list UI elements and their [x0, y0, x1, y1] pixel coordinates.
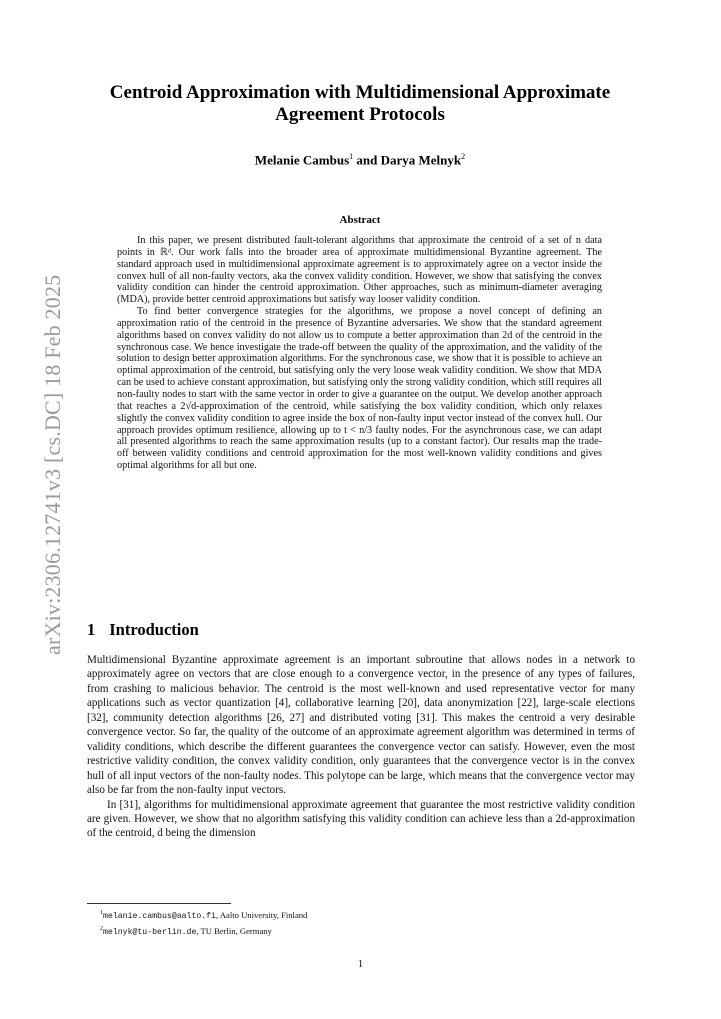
arxiv-identifier: arXiv:2306.12741v3 [cs.DC] 18 Feb 2025 [40, 274, 65, 655]
footnotes [100, 907, 620, 939]
abstract-heading: Abstract [339, 214, 381, 226]
footnote-affiliation: , Aalto University, Finland [216, 909, 308, 920]
footnote [100, 907, 620, 923]
affiliation-mark: 2 [461, 152, 466, 161]
section-body [87, 653, 635, 841]
footnote-email[interactable]: melnyk@tu-berlin.de [103, 927, 197, 937]
affiliation-mark: 1 [349, 152, 354, 161]
section-title: Introduction [109, 620, 199, 639]
abstract-body [117, 235, 602, 472]
author-line [100, 152, 620, 168]
author-name: Melanie Cambus [254, 152, 350, 168]
body-paragraph: In [31], algorithms for multidimensional approximate agreement that guarantee the most restrictive validity condition are given. However, we show that no algorithm satisfying this validity condition can achieve less than a 2d-approximation of the centroid, d being the dimension [87, 798, 635, 840]
abstract-paragraph: In this paper, we present distributed fault-tolerant algorithms that approximate the centroid of a set of n data points in ℝᵈ. Our work falls into the broader area of approximate multidimensional Byzantine agreement. The standard approach used in multidimensional approximate agreement is to approximately agree on a vector inside the convex hull of all non-faulty vectors, aka the convex validity condition. However, we show that satisfying the convex validity condition can hinder the centroid approximation. Other approaches, such as minimum-diameter averaging (MDA), provide better centroid approximations but satisfy way looser validity condition. [117, 235, 602, 306]
author-name: Darya Melnyk [380, 152, 462, 168]
page-number: 1 [357, 958, 364, 970]
footnote-rule [87, 903, 231, 904]
section-number: 1 [87, 620, 96, 639]
section-heading [87, 620, 199, 640]
author-conjunction: and [353, 152, 381, 168]
footnote-mark: 1 [100, 910, 103, 916]
abstract-paragraph: To find better convergence strategies for the algorithms, we propose a novel concept of defining an approximation ratio of the centroid in the presence of Byzantine adversaries. We show that the standard agreement algorithms based on convex validity do not allow us to compute a better approximation than 2d of the centroid in the synchronous case. We hence investigate the trade-off between the quality of the approximation, and the validity of the solution to design better approximation algorithms. For the synchronous case, we show that it is possible to achieve an optimal approximation of the centroid, but satisfying only the very loose weak validity condition. We show that MDA can be used to achieve constant approximation, but satisfying only the strong validity condition, which still requires all non-faulty nodes to start with the same vector in order to give a guarantee on the output. We develop another approach that reaches a 2√d-approximation of the centroid, while satisfying the box validity condition, which only relaxes slightly the convex validity condition to agree inside the box of non-faulty input vector instead of the convex hull. Our approach provides optimum resilience, allowing up to t < n/3 faulty nodes. For the asynchronous case, we can adapt all presented algorithms to reach the same approximation results (up to a constant factor). Our results map the trade-off between validity conditions and centroid approximation for the most well-known validity conditions and gives optimal algorithms for all but one. [117, 306, 602, 472]
body-paragraph: Multidimensional Byzantine approximate agreement is an important subroutine that allows nodes in a network to approximately agree on vectors that are close enough to a convergence vector, in the presence of any types of failures, from crashing to malicious behavior. The centroid is the most well-known and used representative vector for many applications such as vector quantization [4], collaborative learning [20], data anonymization [22], large-scale elections [32], community detection algorithms [26, 27] and distributed voting [31]. This makes the centroid a very desirable convergence vector. So far, the quality of the outcome of an approximate agreement algorithm was determined in terms of validity conditions, which describe the different guarantees the convergence vector can satisfy. However, even the most restrictive validity condition, the convex validity condition, only guarantees that the convergence vector is in the convex hull of all input vectors of the non-faulty nodes. This polytope can be large, which means that the convergence vector may also be far from the non-faulty input vectors. [87, 654, 635, 797]
footnote [100, 923, 620, 939]
paper-title: Centroid Approximation with Multidimensional Approximate Agreement Protocols [109, 82, 611, 125]
footnote-mark: 2 [100, 925, 103, 932]
footnote-email[interactable]: melanie.cambus@aalto.fi [103, 911, 217, 921]
footnote-affiliation: , TU Berlin, Germany [196, 925, 272, 936]
